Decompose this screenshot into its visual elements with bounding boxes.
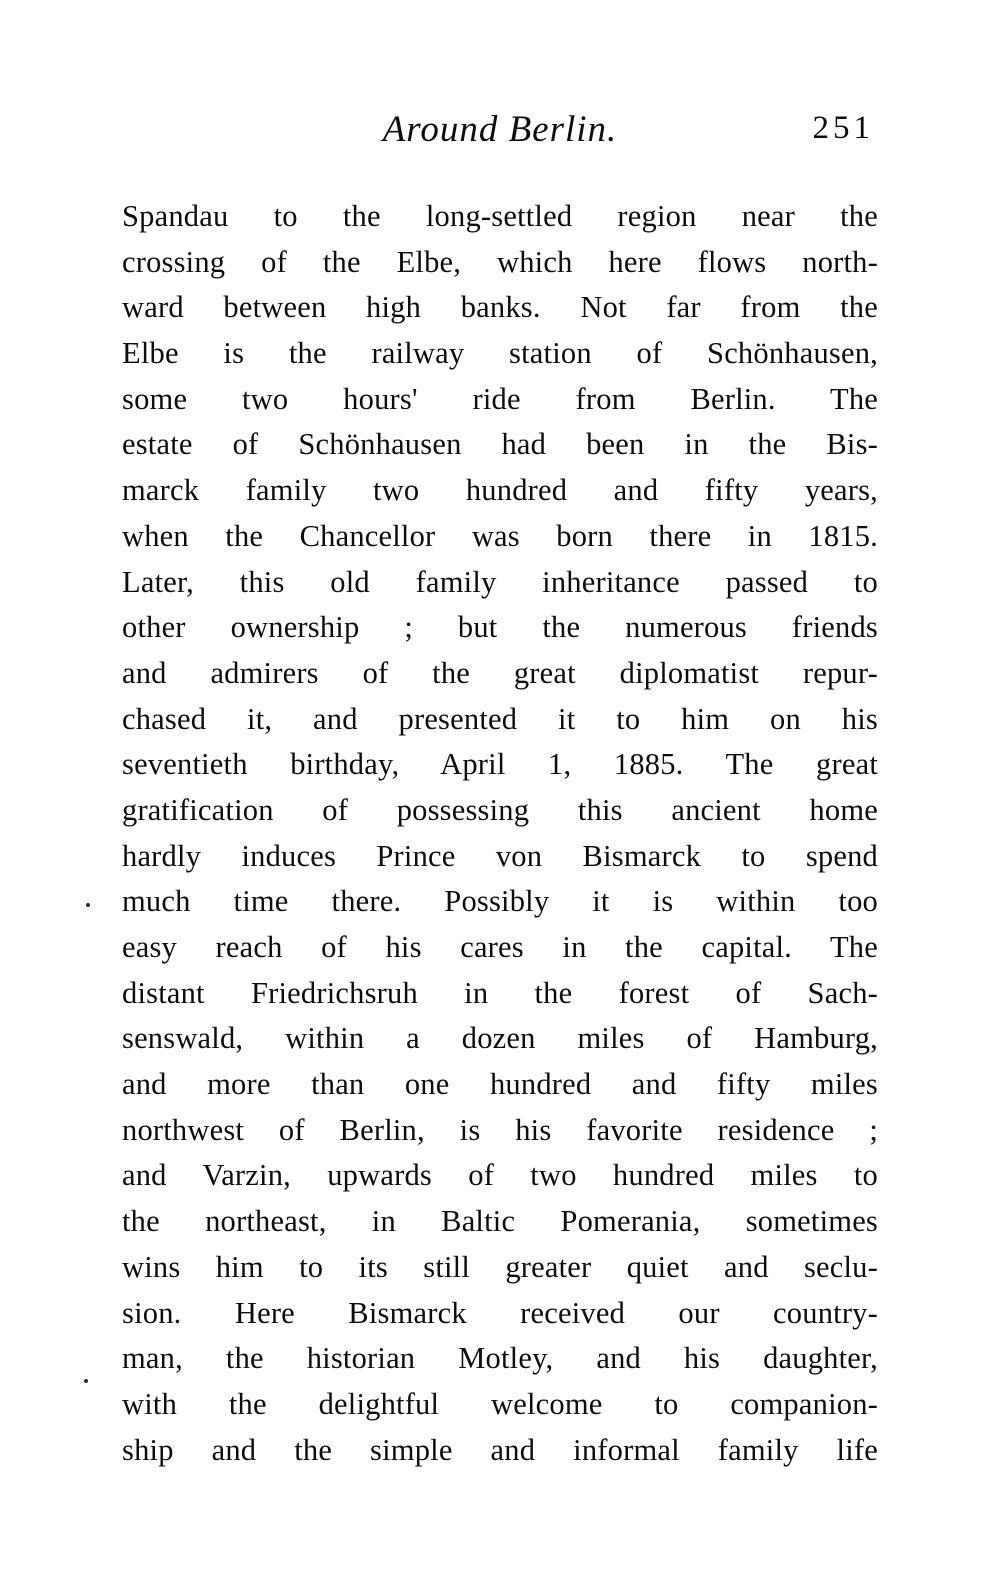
text-line: the northeast, in Baltic Pomerania, sometimes xyxy=(122,1204,878,1239)
running-title: Around Berlin. xyxy=(382,109,618,150)
text-line: senswald, within a dozen miles of Hamburg, xyxy=(122,1021,878,1056)
text-line: seventieth birthday, April 1, 1885. The great xyxy=(122,747,878,782)
text-line: crossing of the Elbe, which here flows north- xyxy=(122,244,878,279)
text-line: some two hours' ride from Berlin. The xyxy=(122,381,878,416)
text-line: marck family two hundred and fifty years, xyxy=(122,473,878,508)
text-line: hardly induces Prince von Bismarck to spend xyxy=(122,838,878,873)
text-line: man, the historian Motley, and his daughter, xyxy=(122,1341,878,1376)
text-line: and admirers of the great diplomatist repur- xyxy=(122,655,878,690)
text-line: northwest of Berlin, is his favorite residence ; xyxy=(122,1112,878,1147)
text-line: easy reach of his cares in the capital. The xyxy=(122,930,878,964)
text-line: Spandau to the long-settled region near the xyxy=(122,199,878,233)
text-line: Elbe is the railway station of Schönhausen, xyxy=(122,336,878,371)
text-line: ward between high banks. Not far from the xyxy=(122,290,878,325)
scan-speck xyxy=(84,1379,88,1383)
text-line: with the delightful welcome to companion- xyxy=(122,1386,878,1421)
text-line: much time there. Possibly it is within too xyxy=(122,884,878,919)
text-line: distant Friedrichsruh in the forest of Sach- xyxy=(122,975,878,1010)
body-text xyxy=(122,199,878,1478)
text-line: ship and the simple and informal family life xyxy=(122,1432,878,1467)
text-line: and Varzin, upwards of two hundred miles to xyxy=(122,1158,878,1193)
page-header xyxy=(122,108,878,158)
text-line: sion. Here Bismarck received our country- xyxy=(122,1295,878,1330)
text-line: and more than one hundred and fifty miles xyxy=(122,1067,878,1102)
text-line: when the Chancellor was born there in 1815. xyxy=(122,518,878,553)
text-line: other ownership ; but the numerous friends xyxy=(122,610,878,645)
text-line: chased it, and presented it to him on his xyxy=(122,701,878,736)
scan-speck xyxy=(86,903,90,907)
text-line: wins him to its still greater quiet and seclu- xyxy=(122,1249,878,1284)
text-line: Later, this old family inheritance passed to xyxy=(122,564,878,599)
text-line: gratification of possessing this ancient home xyxy=(122,792,878,827)
text-line: estate of Schönhausen had been in the Bis- xyxy=(122,427,878,462)
page-number: 251 xyxy=(812,110,874,146)
